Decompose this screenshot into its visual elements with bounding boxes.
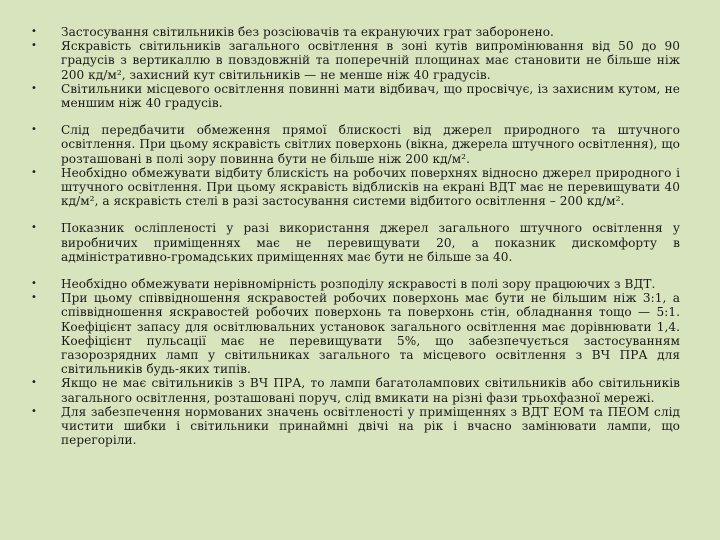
bullet-text: Необхідно обмежувати нерівномірність розподілу яскравості в полі зору працюючих з ВДТ. — [61, 277, 656, 292]
bullet-group-glare-limits — [30, 123, 680, 208]
bullet-text: Показник осліпленості у разі використання джерел загального штучного освітлення у виробничих приміщеннях має не перевищувати 20, а показник дискомфорту в адміністративно-громадських приміщеннях має бути не більше за 40. — [61, 221, 680, 264]
bullet-icon: • — [31, 405, 37, 417]
bullet-icon: • — [31, 377, 37, 389]
bullet-text: Яскравість світильників загального освітлення в зоні кутів випромінювання від 50 до 90 градусів з вертикаллю в повздовжній та поперечній площинах має становити не більше ніж 200 кд/м², захисний кут світильників — не менше ніж 40 градусів. — [61, 39, 680, 82]
bullet-group-glare-sources — [30, 25, 680, 110]
bullet-text: Застосування світильників без розсіювачів та екрануючих грат заборонено. — [61, 25, 554, 39]
bullet-item — [30, 82, 680, 110]
bullet-item — [30, 221, 680, 264]
bullet-item — [30, 277, 680, 291]
bullet-text: Необхідно обмежувати відбиту блискість на робочих поверхнях відносно джерел природного і штучного освітлення. При цьому яскравість відблисків на екрані ВДТ має не перевищувати 40 кд/м², а яскравість стелі в разі застосування системи відбитого освітлення – 200 кд/м². — [61, 165, 680, 209]
bullet-icon: • — [31, 82, 37, 94]
bullet-icon: • — [31, 278, 37, 290]
bullet-icon: • — [31, 292, 37, 304]
bullet-text: Якщо не має світильників з ВЧ ПРА, то лампи багатолампових світильників або світильників загального освітлення, розташовані поруч, слід вмикати на різні фази трьохфазної мережі. — [61, 376, 680, 405]
bullet-item — [30, 39, 680, 82]
bullet-item — [30, 123, 680, 166]
bullet-item — [30, 291, 680, 376]
bullet-item — [30, 166, 680, 209]
bullet-text: Світильники місцевого освітлення повинні мати відбивач, що просвічує, із захисним кутом, не меншим ніж 40 градусів. — [61, 81, 680, 111]
bullet-item — [30, 25, 680, 39]
bullet-icon: • — [31, 40, 37, 52]
bullet-icon: • — [31, 124, 37, 136]
bullet-icon: • — [31, 166, 37, 178]
bullet-text: Для забезпечення нормованих значень освітленості у приміщеннях з ВДТ ЕОМ та ПЕОМ слід чистити шибки і світильники принаймні двічі на рік і вчасно замінювати лампи, що перегоріли. — [61, 404, 680, 448]
bullet-text: Слід передбачити обмеження прямої блискості від джерел природного та штучного освітлення. При цьому яскравість світлих поверхонь (вікна, джерела штучного освітлення), що розташовані в полі зору повинна бути не більше ніж 200 кд/м². — [61, 123, 680, 166]
bullet-item — [30, 405, 680, 448]
bullet-icon: • — [31, 222, 37, 234]
bullet-group-discomfort — [30, 221, 680, 264]
bullet-group-uniformity — [30, 277, 680, 447]
bullet-text: При цьому співвідношення яскравостей робочих поверхонь має бути не більшим ніж 3:1, а співвідношення яскравостей робочих поверхонь та поверхонь стін, обладнання тощо — 5:1. Коефіцієнт запасу для освітлювальних установок загального освітлення має дорівнювати 1,4. Коефіцієнт пульсації має не перевищувати 5%, що забезпечується застосуванням газорозрядних ламп у світильниках загального та місцевого освітлення з ВЧ ПРА для світильників будь-яких типів. — [61, 291, 680, 377]
bullet-item — [30, 376, 680, 404]
bullet-icon: • — [31, 26, 37, 37]
